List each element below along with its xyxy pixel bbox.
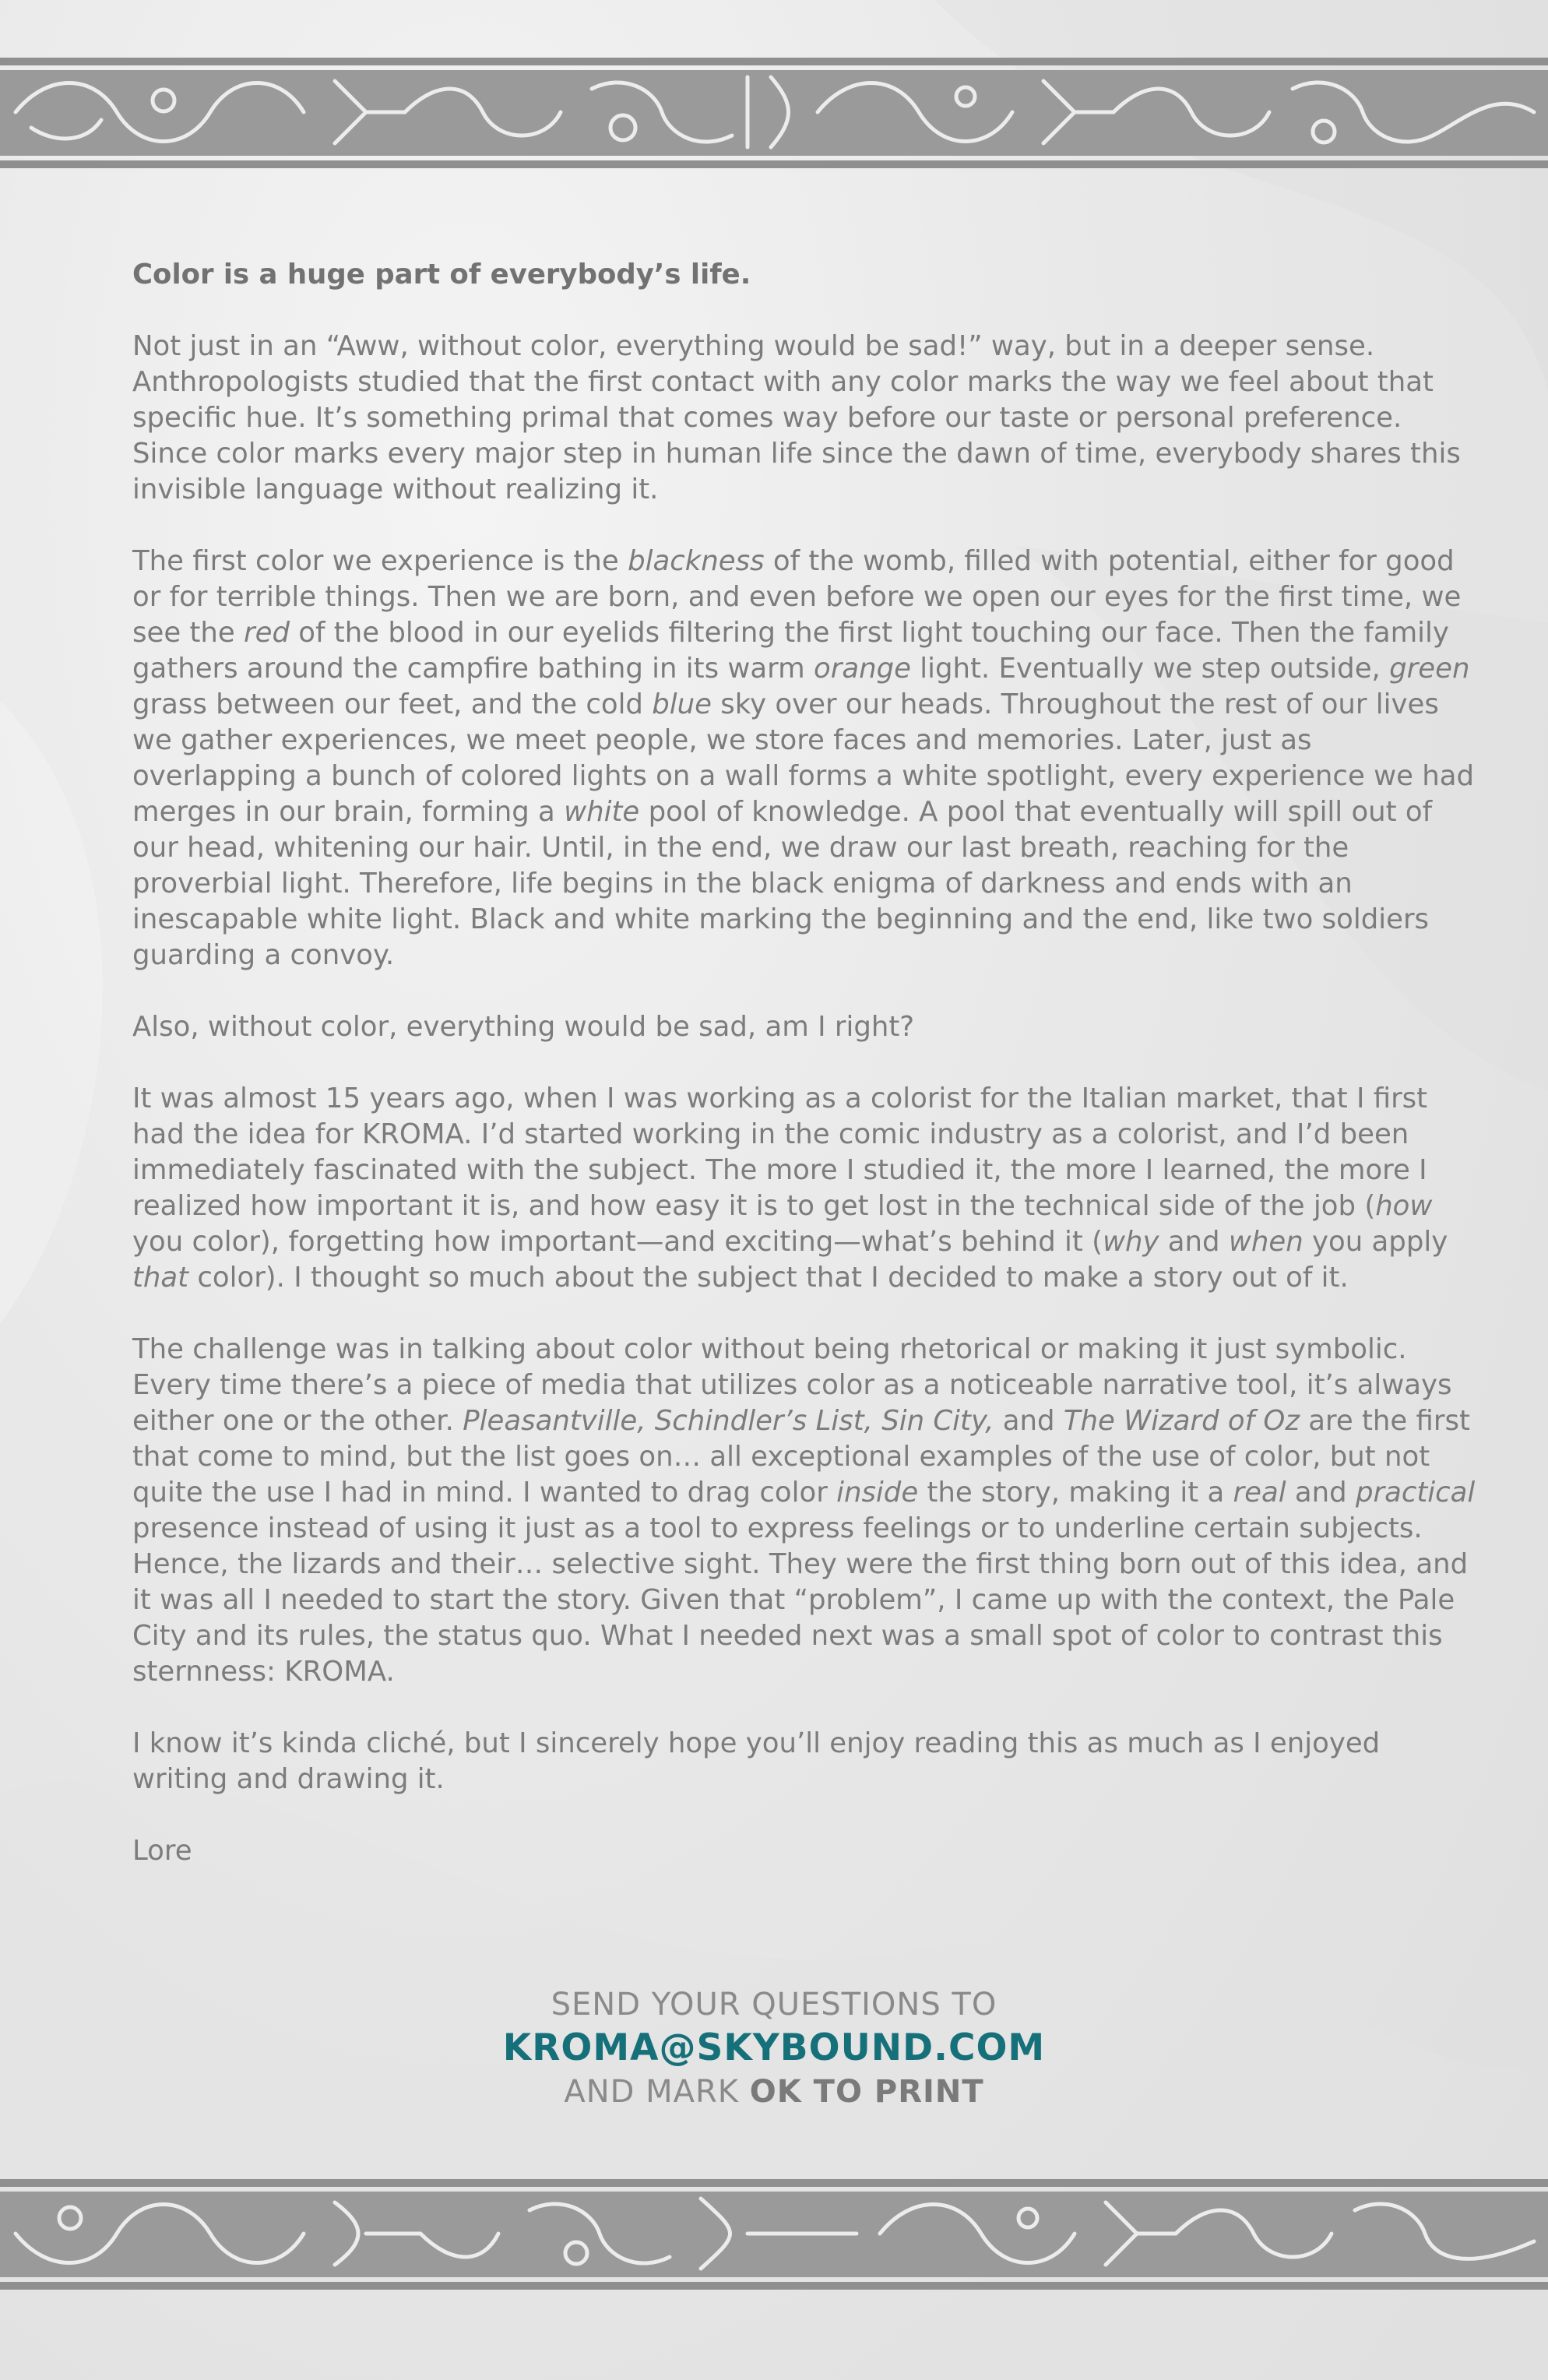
text-run: you color), forgetting how important—and exciting—what’s behind it ( bbox=[132, 1226, 1103, 1258]
emphasis: why bbox=[1102, 1226, 1159, 1258]
text-run: It was almost 15 years ago, when I was working as a colorist for the Italian market, that I first had the idea for KROMA. I’d started working in the comic industry as a colorist, and I’d been immediately fascinated with the subject. The more I studied it, the more I learned, the more I realized how important it is, and how easy it is to get lost in the technical side of the job ( bbox=[132, 1083, 1428, 1222]
text-run: color). I thought so much about the subject that I decided to make a story out of it. bbox=[188, 1262, 1349, 1294]
text-run: grass between our feet, and the cold bbox=[132, 688, 653, 720]
emphasis: how bbox=[1375, 1190, 1433, 1222]
paragraph-6: I know it’s kinda cliché, but I sincerely hope you’ll enjoy reading this as much as I enjoyed writing and drawing it. bbox=[132, 1727, 1381, 1795]
emphasis: real bbox=[1233, 1477, 1286, 1509]
emphasis: practical bbox=[1355, 1477, 1476, 1509]
text-run: light. Eventually we step outside, bbox=[910, 653, 1390, 685]
text-run: The first color we experience is the bbox=[132, 545, 628, 577]
emphasis: when bbox=[1228, 1226, 1303, 1258]
send-questions-label: SEND YOUR QUESTIONS TO bbox=[551, 1987, 997, 2023]
bottom-ornamental-border bbox=[0, 2179, 1548, 2290]
text-run: the story, making it a bbox=[918, 1477, 1233, 1509]
emphasis: Pleasantville, Schindler’s List, Sin City, bbox=[463, 1405, 994, 1437]
text-run: sky over our heads. Throughout the rest of our lives we gather experiences, we meet people, we store faces and memories. Later, just as overlapping a bunch of colored lights on a wall forms a white spotlight, every experience we had merges in our brain, forming a bbox=[132, 688, 1475, 828]
text-run: are the first that come to mind, but the list goes on… all exceptional examples of the use of color, but not quite the use I had in mind. I wanted to drag color bbox=[132, 1405, 1470, 1509]
emphasis: inside bbox=[836, 1477, 919, 1509]
emphasis: green bbox=[1389, 653, 1470, 685]
text-run: pool of knowledge. A pool that eventually will spill out of our head, whitening our hair. Until, in the end, we draw our last breath, reaching for the proverbial light. Therefore, life begins in the black enigma of darkness and ends with an inescapable white light. Black and white marking the beginning and the end, like two soldiers guarding a convoy. bbox=[132, 796, 1433, 971]
emphasis: white bbox=[564, 796, 640, 828]
text-run: and bbox=[1286, 1477, 1356, 1509]
mark-ok-to-print bbox=[0, 2072, 1548, 2112]
letter-body bbox=[132, 257, 1479, 1905]
contact-email-link[interactable]: KROMA@SKYBOUND.COM bbox=[502, 2026, 1046, 2069]
paragraph-5 bbox=[132, 1332, 1479, 1690]
paragraph-3: Also, without color, everything would be sad, am I right? bbox=[132, 1011, 915, 1043]
top-ornamental-border bbox=[0, 58, 1548, 168]
paragraph-4 bbox=[132, 1081, 1479, 1296]
ok-to-print-label: OK TO PRINT bbox=[749, 2074, 984, 2110]
emphasis: red bbox=[244, 617, 290, 649]
mark-prefix: AND MARK bbox=[564, 2074, 750, 2110]
text-run: of the blood in our eyelids filtering the first light touching our face. Then the family gathers around the campfire bathing in its warm bbox=[132, 617, 1449, 685]
send-questions-block bbox=[0, 1984, 1548, 2112]
letter-heading: Color is a huge part of everybody’s life. bbox=[132, 259, 751, 290]
paragraph-2 bbox=[132, 544, 1479, 973]
emphasis: blue bbox=[652, 688, 712, 720]
emphasis: The Wizard of Oz bbox=[1063, 1405, 1300, 1437]
emphasis: that bbox=[132, 1262, 189, 1294]
paragraph-1: Not just in an “Aww, without color, everything would be sad!” way, but in a deeper sense. Anthropologists studied that the first contact with any color marks the way we feel about that specific hue. It’s something primal that comes way before our taste or personal preference. Since color marks every major step in human life since the dawn of time, everybody shares this invisible language without realizing it. bbox=[132, 330, 1461, 505]
emphasis: blackness bbox=[628, 545, 765, 577]
text-run: you apply bbox=[1303, 1226, 1448, 1258]
emphasis: orange bbox=[814, 653, 911, 685]
text-run: presence instead of using it just as a tool to express feelings or to underline certain subjects. Hence, the lizards and their… selective sight. They were the first thing born out of this idea, and it was all I needed to start the story. Given that “problem”, I came up with the context, the Pale City and its rules, the status quo. What I needed next was a small spot of color to contrast this sternness: KROMA. bbox=[132, 1512, 1469, 1688]
text-run: of the womb, filled with potential, either for good or for terrible things. Then we are born, and even before we open our eyes for the first time, we see the bbox=[132, 545, 1462, 649]
text-run: The challenge was in talking about color without being rhetorical or making it just symbolic. Every time there’s a piece of media that utilizes color as a noticeable narrative tool, it’s always either one or the other. bbox=[132, 1333, 1452, 1437]
text-run: and bbox=[1159, 1226, 1229, 1258]
signature: Lore bbox=[132, 1835, 192, 1867]
text-run: and bbox=[994, 1405, 1064, 1437]
